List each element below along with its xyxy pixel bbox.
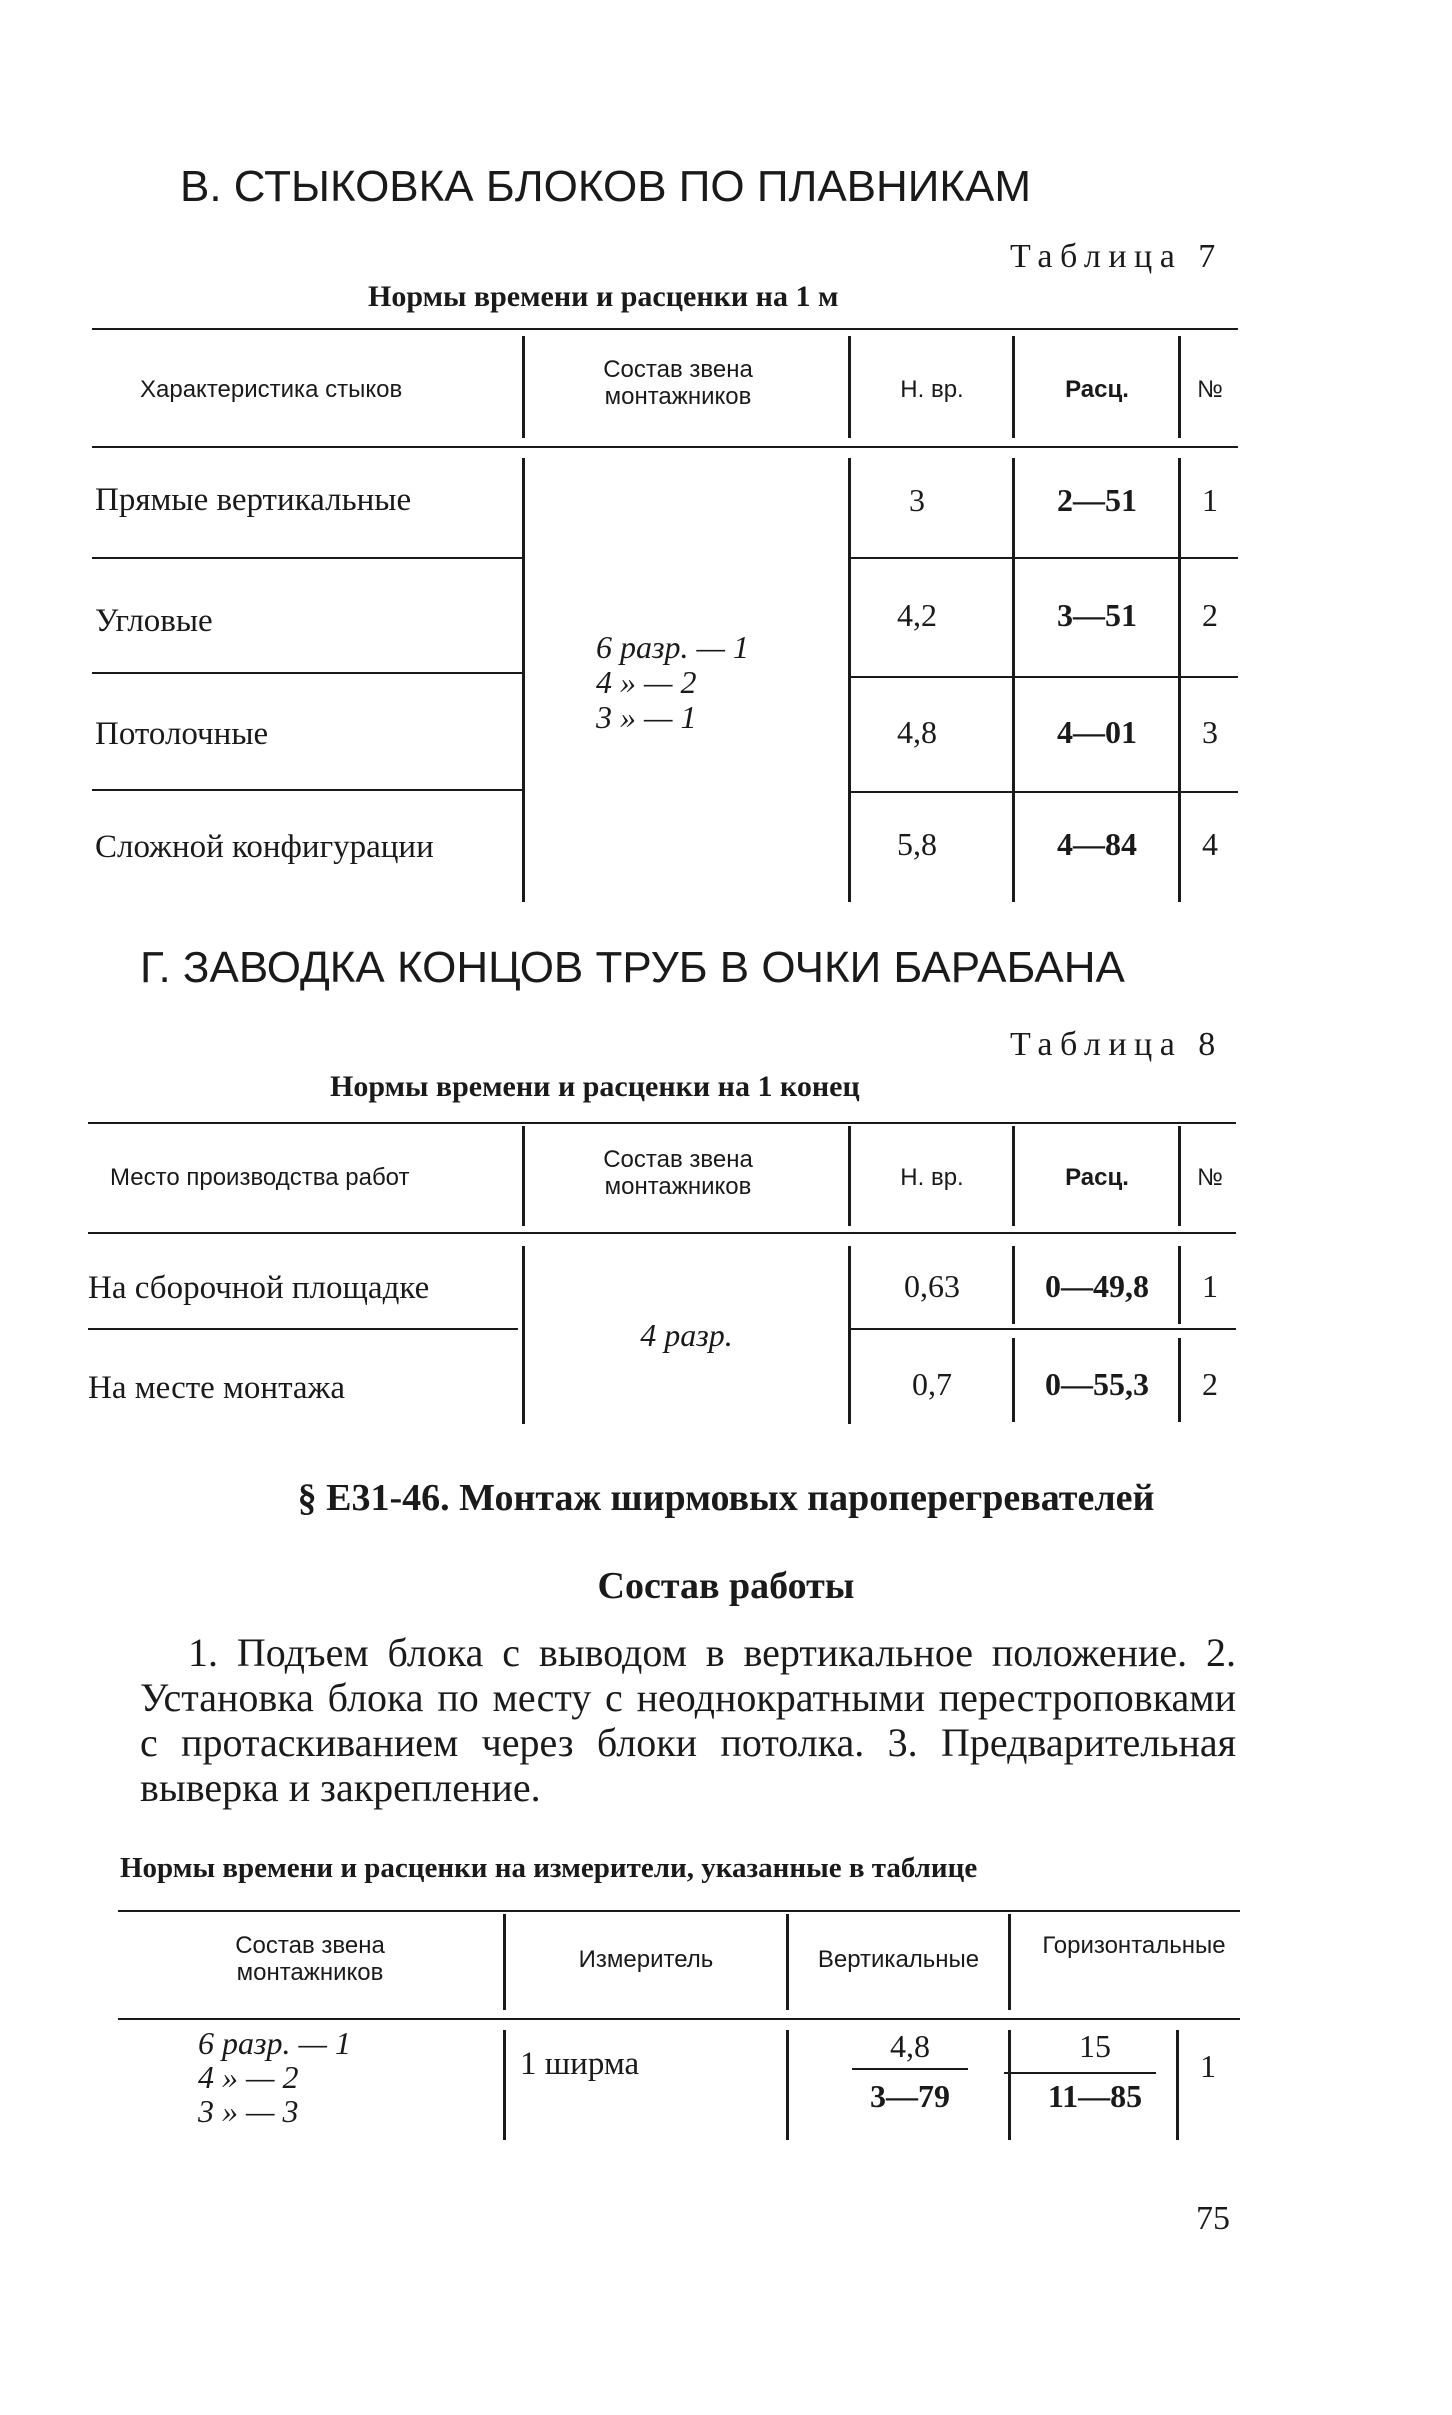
table-7-caption: Нормы времени и расценки на 1 м xyxy=(368,280,839,313)
t7-header-nvr: Н. вр. xyxy=(900,376,964,403)
t7-row-2-name: Угловые xyxy=(95,603,213,639)
t9-header-meter: Измеритель xyxy=(578,1946,714,1973)
t9-header-vertical: Вертикальные xyxy=(817,1946,980,1973)
t8-row-2-no: 2 xyxy=(1202,1366,1218,1402)
t7-row-1-rasc: 2—51 xyxy=(1057,482,1137,518)
table-8-label: Таблица 8 xyxy=(1010,1026,1223,1063)
t8-row-1-no: 1 xyxy=(1202,1268,1218,1304)
t8-row-2-rasc: 0—55,3 xyxy=(1045,1366,1149,1402)
t7-row-1-name: Прямые вертикальные xyxy=(95,482,412,518)
t9-horizontal-rasc: 11—85 xyxy=(1047,2078,1143,2114)
t9-header-crew: Состав звена монтажников xyxy=(235,1932,385,1986)
t8-header-nvr: Н. вр. xyxy=(900,1164,964,1191)
t9-crew-line-2: 4 » — 2 xyxy=(198,2059,299,2095)
t9-crew-line-1: 6 разр. — 1 xyxy=(198,2025,351,2061)
t7-row-2-nvr: 4,2 xyxy=(897,597,937,633)
t8-header-crew: Состав звена монтажников xyxy=(603,1146,753,1200)
t7-header-rasc: Расц. xyxy=(1065,376,1129,403)
table-7-label: Таблица 7 xyxy=(1010,238,1223,275)
t8-row-1-nvr: 0,63 xyxy=(904,1268,960,1304)
t7-crew-line-2: 4 » — 2 xyxy=(596,664,697,700)
t7-row-3-rasc: 4—01 xyxy=(1057,714,1137,750)
t8-header-place: Место производства работ xyxy=(110,1164,410,1191)
t8-header-rasc: Расц. xyxy=(1065,1164,1129,1191)
t9-vertical-nvr: 4,8 xyxy=(890,2028,930,2064)
work-heading: Состав работы xyxy=(597,1565,855,1607)
work-description: 1. Подъем блока с выводом в вертикальное положение. 2. Установка блока по месту с неоднократными перестроповками с протаскиванием через блоки потолка. 3. Предварительная выверка и закрепление. xyxy=(140,1630,1236,1810)
t9-meter: 1 ширма xyxy=(520,2046,640,2082)
t7-crew-line-1: 6 разр. — 1 xyxy=(596,629,749,665)
t7-row-4-nvr: 5,8 xyxy=(897,826,937,862)
t7-row-1-no: 1 xyxy=(1202,482,1218,518)
t9-row-no: 1 xyxy=(1200,2048,1216,2084)
t7-header-crew: Состав звена монтажников xyxy=(603,356,753,410)
t7-row-2-no: 2 xyxy=(1202,597,1218,633)
t7-row-3-name: Потолочные xyxy=(95,716,269,752)
t7-header-characteristic: Характеристика стыков xyxy=(140,376,403,403)
t7-row-3-nvr: 4,8 xyxy=(897,714,937,750)
section-v-title: В. СТЫКОВКА БЛОКОВ ПО ПЛАВНИКАМ xyxy=(180,162,1032,211)
page-number: 75 xyxy=(1196,2200,1230,2237)
t7-header-no: № xyxy=(1197,376,1223,403)
t7-row-2-rasc: 3—51 xyxy=(1057,597,1137,633)
t9-vertical-rasc: 3—79 xyxy=(870,2078,950,2114)
t8-crew: 4 разр. xyxy=(640,1317,733,1353)
t8-row-1-name: На сборочной площадке xyxy=(88,1270,430,1306)
t8-header-no: № xyxy=(1197,1164,1223,1191)
t8-row-1-rasc: 0—49,8 xyxy=(1045,1268,1149,1304)
t7-row-4-name: Сложной конфигурации xyxy=(95,829,434,865)
t8-row-2-name: На месте монтажа xyxy=(88,1370,346,1406)
table-8-caption: Нормы времени и расценки на 1 конец xyxy=(330,1070,860,1103)
t8-row-2-nvr: 0,7 xyxy=(912,1366,952,1402)
t9-horizontal-nvr: 15 xyxy=(1079,2028,1111,2064)
t7-row-1-nvr: 3 xyxy=(909,482,925,518)
t7-row-4-no: 4 xyxy=(1202,826,1218,862)
t9-header-horizontal: Горизонтальные xyxy=(1042,1932,1226,1959)
t7-row-4-rasc: 4—84 xyxy=(1057,826,1137,862)
section-e31-title: § Е31-46. Монтаж ширмовых пароперегревателей xyxy=(297,1477,1155,1519)
t9-crew-line-3: 3 » — 3 xyxy=(198,2093,299,2129)
t7-row-3-no: 3 xyxy=(1202,714,1218,750)
t7-crew-line-3: 3 » — 1 xyxy=(596,699,697,735)
section-g-title: Г. ЗАВОДКА КОНЦОВ ТРУБ В ОЧКИ БАРАБАНА xyxy=(140,943,1125,992)
measure-caption: Нормы времени и расценки на измерители, указанные в таблице xyxy=(120,1852,978,1884)
